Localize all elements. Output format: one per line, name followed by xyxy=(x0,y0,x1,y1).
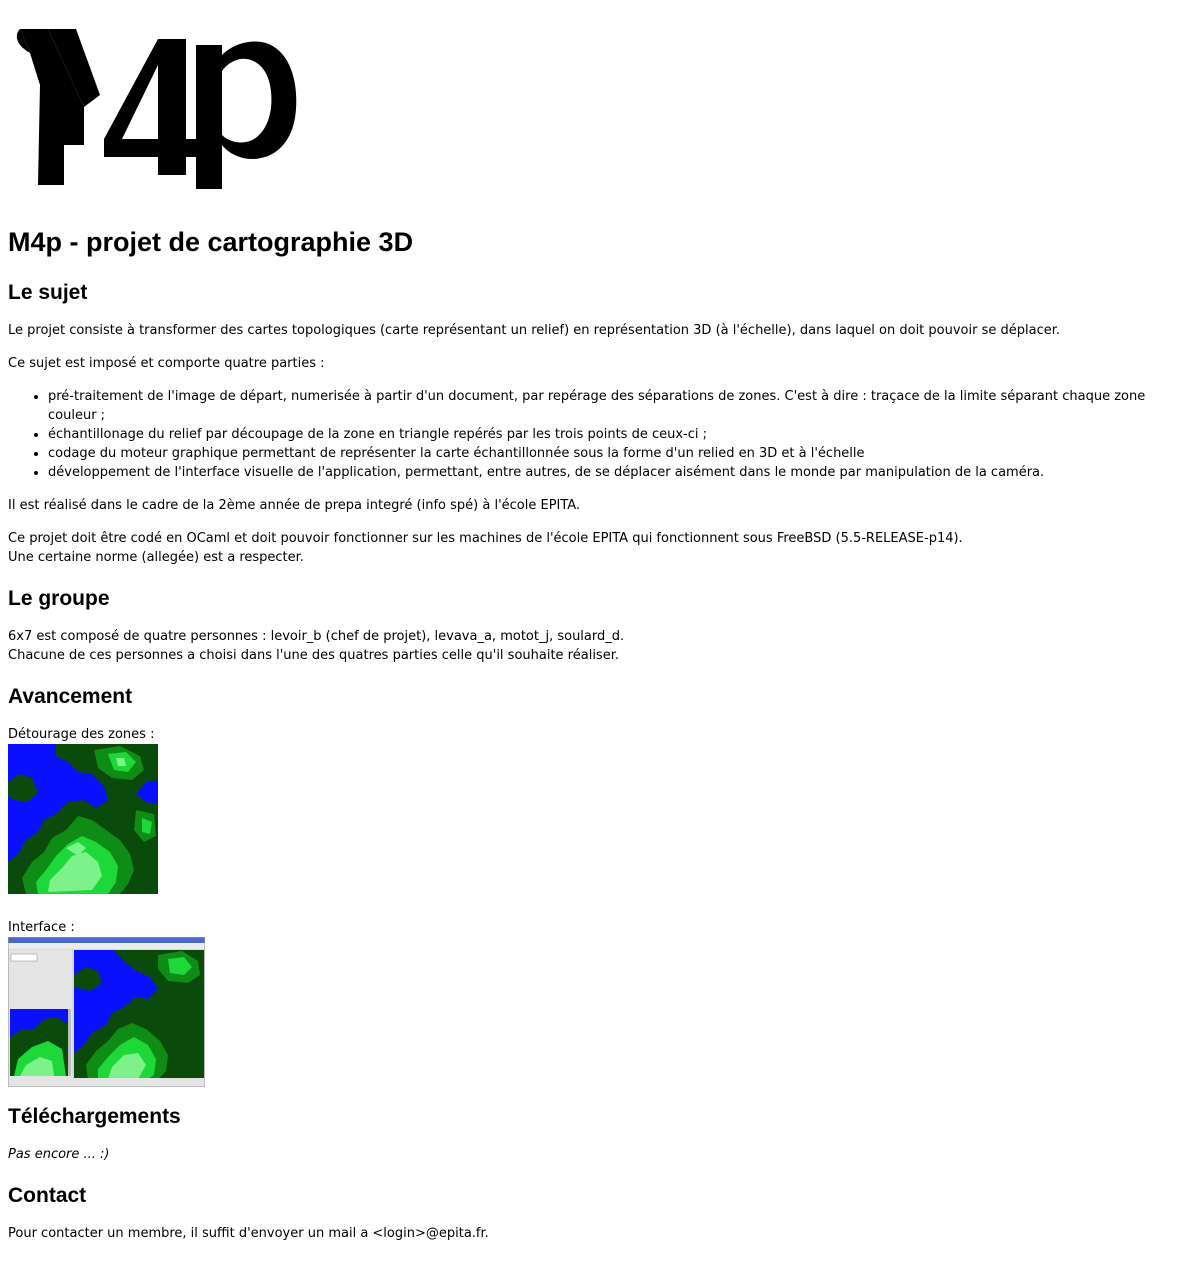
sujet-parts-intro: Ce sujet est imposé et comporte quatre parties : xyxy=(8,356,325,371)
groupe-text xyxy=(8,627,1192,665)
heading-le-sujet: Le sujet xyxy=(8,281,88,304)
sujet-context: Il est réalisé dans le cadre de la 2ème année de prepa integré (info spé) à l'école EPITA. xyxy=(8,498,581,513)
list-item: • pré-traitement de l'image de départ, numerisée à partir d'un document, par repérage des séparations de zones. C'est à dire : traçace de la limite séparant chaque zone couleur ; xyxy=(48,387,1192,425)
heading-avancement: Avancement xyxy=(8,685,133,708)
sujet-tech-line1: Ce projet doit être codé en OCaml et doit pouvoir fonctionner sur les machines de l'école EPITA qui fonctionnent sous FreeBSD (5.5-RELEASE-p14). xyxy=(8,531,963,546)
groupe-line2: Chacune de ces personnes a choisi dans l'une des quatres parties celle qu'il souhaite réaliser. xyxy=(8,648,619,663)
sujet-tech-line2: Une certaine norme (allegée) est a respecter. xyxy=(8,550,304,565)
contact-text: Pour contacter un membre, il suffit d'envoyer un mail a <login>@epita.fr. xyxy=(8,1226,489,1241)
heading-telechargements: Téléchargements xyxy=(8,1105,181,1128)
page-title: M4p - projet de cartographie 3D xyxy=(8,227,414,257)
interface-screenshot xyxy=(8,937,205,1087)
heading-contact: Contact xyxy=(8,1184,87,1207)
telechargements-text: Pas encore ... :) xyxy=(8,1147,110,1162)
page xyxy=(0,25,1200,1243)
detourage-image xyxy=(8,744,158,894)
list-item: • développement de l'interface visuelle de l'application, permettant, entre autres, de se déplacer aisément dans le monde par manipulation de la caméra. xyxy=(48,463,1192,482)
groupe-line1: 6x7 est composé de quatre personnes : levoir_b (chef de projet), levava_a, motot_j, soulard_d. xyxy=(8,629,625,644)
logo-glyphs xyxy=(17,29,296,189)
list-item: • échantillonage du relief par découpage de la zone en triangle repérés par les trois points de ceux-ci ; xyxy=(48,425,1192,444)
sujet-tech xyxy=(8,529,1192,567)
list-item: • codage du moteur graphique permettant de représenter la carte échantillonnée sous la forme d'un relied en 3D et à l'échelle xyxy=(48,444,1192,463)
detourage-label: Détourage des zones : xyxy=(8,727,155,742)
sujet-intro: Le projet consiste à transformer des cartes topologiques (carte représentant un relief) en représentation 3D (à l'échelle), dans laquel on doit pouvoir se déplacer. xyxy=(8,323,1061,338)
interface-label: Interface : xyxy=(8,920,75,935)
heading-le-groupe: Le groupe xyxy=(8,587,110,610)
sujet-parts-list xyxy=(8,387,1192,482)
m4p-logo xyxy=(8,25,298,191)
